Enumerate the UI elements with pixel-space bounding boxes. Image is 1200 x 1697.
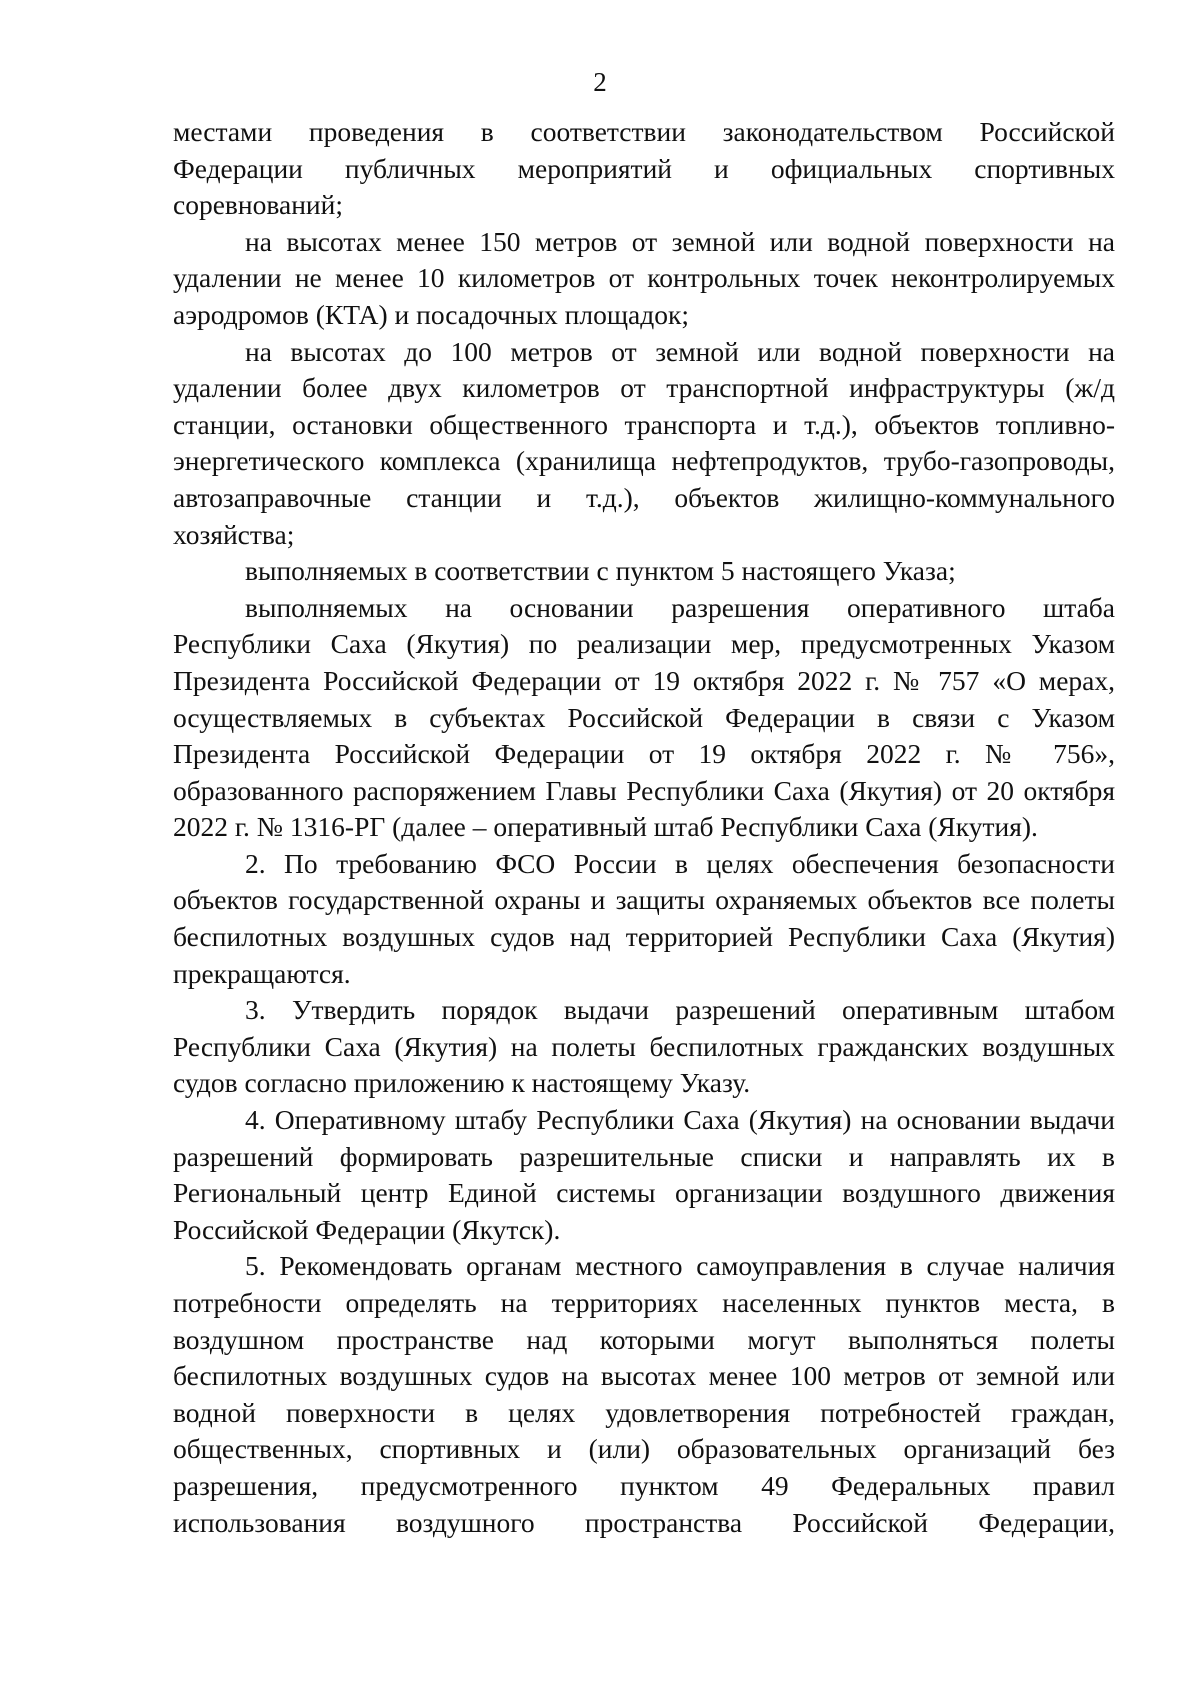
text-line: образованного распоряжением Главы Республики Саха (Якутия) от 20 октября <box>173 774 1115 806</box>
text-line: беспилотных воздушных судов над территорией Республики Саха (Якутия) <box>173 921 1115 953</box>
text-line: потребности определять на территориях населенных пунктов места, в <box>173 1287 1115 1318</box>
text-line: Президента Российской Федерации от 19 октября 2022 г. № 756», <box>173 738 1115 770</box>
text-line: выполняемых в соответствии с пунктом 5 настоящего Указа; <box>245 555 956 587</box>
text-line: 5. Рекомендовать органам местного самоуправления в случае наличия <box>245 1250 1115 1282</box>
text-line: Российской Федерации (Якутск). <box>173 1213 561 1245</box>
text-line: прекращаются. <box>173 957 351 989</box>
text-line: 2. По требованию ФСО России в целях обеспечения безопасности <box>245 847 1115 879</box>
text-line: Президента Российской Федерации от 19 октября 2022 г. № 757 «О мерах, <box>173 664 1115 696</box>
text-line: удалении более двух километров от транспортной инфраструктуры (ж/д <box>173 372 1115 404</box>
text-line: станции, остановки общественного транспорта и т.д.), объектов топливно- <box>173 408 1115 440</box>
text-line: общественных, спортивных и (или) образовательных организаций без <box>173 1433 1115 1465</box>
text-line: 4. Оперативному штабу Республики Саха (Якутия) на основании выдачи <box>245 1104 1115 1136</box>
text-line: 2022 г. № 1316-РГ (далее – оперативный штаб Республики Саха (Якутия). <box>173 811 1038 843</box>
text-line: удалении не менее 10 километров от контрольных точек неконтролируемых <box>173 262 1115 294</box>
text-line: воздушном пространстве над которыми могут выполняться полеты <box>173 1323 1115 1355</box>
text-line: Республики Саха (Якутия) по реализации мер, предусмотренных Указом <box>173 628 1115 660</box>
text-line: хозяйства; <box>173 518 295 550</box>
text-line: разрешения, предусмотренного пунктом 49 Федеральных правил <box>173 1469 1115 1501</box>
text-line: местами проведения в соответствии законодательством Российской <box>173 116 1115 147</box>
text-line: Федерации публичных мероприятий и официальных спортивных <box>173 152 1115 184</box>
text-line: энергетического комплекса (хранилища нефтепродуктов, трубо-газопроводы, <box>173 445 1115 477</box>
text-line: беспилотных воздушных судов на высотах менее 100 метров от земной или <box>173 1360 1115 1392</box>
text-line: использования воздушного пространства Российской Федерации, <box>173 1506 1115 1538</box>
text-line: на высотах менее 150 метров от земной или водной поверхности на <box>245 225 1115 257</box>
text-line: аэродромов (КТА) и посадочных площадок; <box>173 298 690 330</box>
text-line: судов согласно приложению к настоящему Указу. <box>173 1067 751 1099</box>
text-line: Региональный центр Единой системы организации воздушного движения <box>173 1177 1115 1209</box>
document-body <box>173 114 1115 1541</box>
text-line: выполняемых на основании разрешения оперативного штаба <box>245 591 1115 623</box>
text-line: на высотах до 100 метров от земной или водной поверхности на <box>245 335 1115 367</box>
text-line: объектов государственной охраны и защиты охраняемых объектов все полеты <box>173 884 1115 916</box>
text-line: водной поверхности в целях удовлетворения потребностей граждан, <box>173 1396 1115 1428</box>
text-line: осуществляемых в субъектах Российской Федерации в связи с Указом <box>173 701 1115 733</box>
text-line: автозаправочные станции и т.д.), объектов жилищно-коммунального <box>173 481 1115 513</box>
text-line: 3. Утвердить порядок выдачи разрешений оперативным штабом <box>245 994 1115 1026</box>
text-line: Республики Саха (Якутия) на полеты беспилотных гражданских воздушных <box>173 1030 1115 1062</box>
text-line: соревнований; <box>173 189 343 221</box>
page-number: 2 <box>593 67 607 97</box>
text-line: разрешений формировать разрешительные списки и направлять их в <box>173 1140 1115 1172</box>
